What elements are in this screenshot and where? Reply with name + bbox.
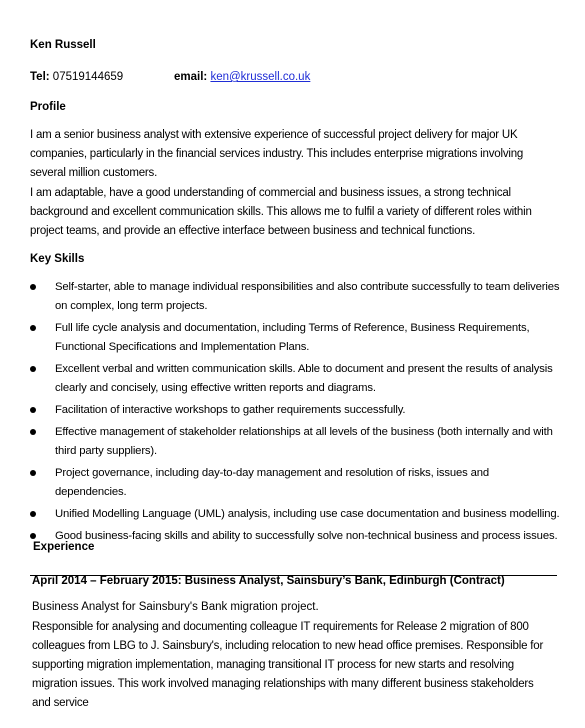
list-item (30, 505, 560, 524)
candidate-name: Ken Russell (30, 39, 96, 51)
list-item (30, 278, 560, 316)
email-label: email: (174, 71, 208, 83)
skill-text: Self-starter, able to manage individual responsibilities and also contribute successfully to team deliveries on complex, long term projects. (55, 281, 560, 312)
profile-heading: Profile (30, 101, 66, 113)
job-details: Responsible for analysing and documenting colleague IT requirements for Release 2 migration of 800 colleagues from LBG to J. Sainsbury's, including relocation to new head office premises. Responsible for supporting migration implementation, managing transitional IT process for new starts and resolving migration issues. This work involved managing relationships with many different business stakeholders and service (32, 621, 544, 709)
tel-value: 07519144659 (52, 71, 124, 83)
bullet-icon (30, 284, 36, 290)
bullet-icon (30, 429, 36, 435)
key-skills-list (30, 278, 560, 549)
skill-text: Full life cycle analysis and documentation, including Terms of Reference, Business Requirements, Functional Specifications and Implementation Plans. (55, 322, 530, 353)
skill-text: Facilitation of interactive workshops to gather requirements successfully. (55, 404, 406, 416)
experience-heading: Experience (33, 541, 95, 553)
list-item (30, 401, 560, 420)
bullet-icon (30, 511, 36, 517)
job-title: April 2014 – February 2015: Business Analyst, Sainsbury’s Bank, Edinburgh (Contract) (32, 575, 505, 587)
email-link[interactable]: ken@krussell.co.uk (210, 71, 311, 83)
list-item (30, 319, 560, 357)
skill-text: Effective management of stakeholder relationships at all levels of the business (both internally and with third party suppliers). (55, 426, 553, 457)
job-summary: Business Analyst for Sainsbury's Bank migration project. (32, 601, 319, 613)
bullet-icon (30, 366, 36, 372)
bullet-icon (30, 470, 36, 476)
key-skills-heading: Key Skills (30, 253, 85, 265)
skill-text: Unified Modelling Language (UML) analysis, including use case documentation and business modelling. (55, 508, 560, 520)
profile-paragraph-1: I am a senior business analyst with extensive experience of successful project delivery for major UK companies, particularly in the financial services industry. This includes enterprise migrations involving several million customers. (30, 129, 524, 179)
bullet-icon (30, 325, 36, 331)
skill-text: Project governance, including day-to-day management and resolution of risks, issues and dependencies. (55, 467, 490, 498)
list-item (30, 464, 560, 502)
skill-text: Excellent verbal and written communication skills. Able to document and present the results of analysis clearly and concisely, using effective written reports and diagrams. (55, 363, 553, 394)
bullet-icon (30, 533, 36, 539)
section-divider (30, 575, 557, 576)
list-item (30, 423, 560, 461)
list-item (30, 527, 560, 546)
list-item (30, 360, 560, 398)
email-block (174, 71, 310, 83)
contact-line (30, 71, 311, 83)
bullet-icon (30, 407, 36, 413)
tel-label: Tel: (30, 71, 50, 83)
profile-paragraph-2: I am adaptable, have a good understanding of commercial and business issues, a strong technical background and excellent communication skills. This allows me to fulfil a variety of different roles within project teams, and provide an effective interface between business and technical functions. (30, 187, 532, 237)
skill-text: Good business-facing skills and ability to successfully solve non-technical business and process issues. (55, 530, 558, 542)
